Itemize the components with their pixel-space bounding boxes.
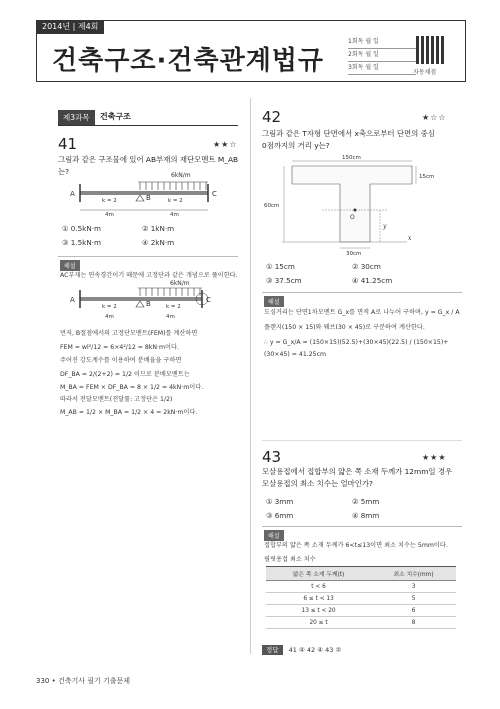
svg-text:4m: 4m [166, 314, 175, 320]
hint-line: ∴ y = G_x/A = (150×15)(52.5)+(30×45)(22.5) / (150×15)+(30×45) = 41.25cm [264, 339, 449, 358]
round-1: 1회독 월 일 [348, 36, 416, 49]
hint-tag: 해설 [264, 296, 284, 307]
option-3[interactable]: ③ 6mm [266, 511, 294, 520]
option-4[interactable]: ④ 8mm [352, 511, 380, 520]
svg-text:B: B [146, 300, 151, 308]
option-4[interactable]: ④ 2kN·m [142, 238, 175, 247]
hint-text [264, 307, 464, 360]
section-rule [262, 440, 462, 441]
question-line: 그림과 같은 T자형 단면에서 x축으로부터 단면의 중심 [262, 129, 435, 138]
table-row: 20 ≤ t 8 [266, 617, 456, 629]
difficulty-stars: ★★☆ [213, 140, 238, 149]
svg-text:y: y [383, 223, 387, 230]
answer-key [262, 645, 341, 654]
solution-line: 따라서 전달모멘트(전달률: 고정단은 1/2) [60, 395, 173, 403]
qr-label: 자동채점 [413, 69, 437, 76]
option-4[interactable]: ④ 41.25cm [352, 276, 393, 285]
centroid-point [354, 209, 357, 212]
hint-rule [262, 292, 462, 293]
svg-text:k = 2: k = 2 [102, 304, 117, 310]
svg-text:150cm: 150cm [342, 155, 361, 161]
solution-steps [60, 328, 245, 419]
round-3: 3회독 월 일 [348, 62, 416, 75]
table-row: t < 6 3 [266, 581, 456, 593]
option-2[interactable]: ② 5mm [352, 497, 380, 506]
option-1[interactable]: ① 0.5kN·m [62, 224, 101, 233]
stiffness-2: k = 2 [168, 198, 183, 204]
hint-line: 필릿용접 최소 치수 [264, 555, 316, 563]
qr-code-icon[interactable] [416, 36, 444, 64]
exam-tag: 2014년 | 제4회 [36, 20, 104, 34]
answer-tag: 정답 [262, 645, 283, 655]
subject-name: 건축구조 [100, 112, 131, 121]
hint-text [264, 540, 464, 565]
load-label: 6kN/m [171, 172, 191, 179]
question-line: 모살용접에서 접합부의 얇은 쪽 소재 두께가 12mm일 경우 [262, 467, 453, 476]
span-1: 4m [105, 212, 114, 218]
load-arrows [140, 182, 206, 190]
study-rounds [348, 36, 416, 75]
fillet-weld-table [266, 566, 456, 629]
table-header: 얇은 쪽 소재 두께(t) [266, 567, 371, 581]
question-line: 0점까지의 거리 y는? [262, 141, 330, 150]
solution-line: FEM = wl²/12 = 6×4²/12 = 8kN·m이다. [60, 343, 179, 351]
option-3[interactable]: ③ 1.5kN·m [62, 238, 101, 247]
svg-text:60cm: 60cm [264, 203, 280, 209]
page-footer: 330 • 건축기사 필기 기출문제 [36, 677, 131, 685]
table-header: 최소 치수(mm) [371, 567, 456, 581]
t-section-diagram [262, 152, 462, 256]
option-2[interactable]: ② 30cm [352, 262, 381, 271]
round-2: 2회독 월 일 [348, 49, 416, 62]
answer-values: 41 ④ 42 ④ 43 ② [288, 646, 342, 654]
beam-diagram-2 [60, 280, 210, 324]
svg-text:4m: 4m [105, 314, 114, 320]
hint-rule [262, 526, 462, 527]
beam-diagram [60, 166, 240, 218]
svg-text:x: x [408, 235, 412, 242]
hint-tag: 해설 [60, 260, 80, 271]
svg-text:C: C [206, 296, 211, 304]
solution-line: 먼저, B절점에서의 고정단모멘트(FEM)를 계산하면 [60, 330, 198, 337]
label-b: B [146, 194, 151, 202]
subject-tag: 제3과목 [58, 110, 95, 125]
page-title: 건축구조·건축관계법규 [52, 46, 325, 76]
option-1[interactable]: ① 3mm [266, 497, 294, 506]
span-2: 4m [170, 212, 179, 218]
question-text [262, 466, 467, 490]
table-row: 6 ≤ t < 13 5 [266, 593, 456, 605]
option-1[interactable]: ① 15cm [266, 262, 295, 271]
hint-line: 접합부의 얇은 쪽 소재 두께가 6<t≤13이면 최소 치수는 5mm이다. [264, 542, 448, 549]
svg-text:k = 2: k = 2 [166, 304, 181, 310]
label-c: C [212, 190, 217, 198]
hint-tag: 해설 [264, 530, 284, 541]
subject-rule [58, 125, 238, 126]
question-number: 43 [262, 448, 282, 466]
svg-text:A: A [70, 296, 75, 304]
svg-text:30cm: 30cm [346, 251, 362, 257]
beam [80, 191, 208, 195]
question-text [262, 128, 462, 152]
option-3[interactable]: ③ 37.5cm [266, 276, 302, 285]
table-row: 13 ≤ t < 20 6 [266, 605, 456, 617]
difficulty-stars: ★★★ [422, 453, 447, 462]
question-number: 41 [58, 135, 78, 153]
column-divider [250, 98, 251, 654]
pin-support-b [136, 195, 144, 201]
svg-text:O: O [350, 214, 355, 221]
solution-line: M_AB = 1/2 × M_BA = 1/2 × 4 = 2kN·m이다. [60, 409, 198, 416]
label-a: A [70, 190, 75, 198]
stiffness-1: k = 2 [102, 198, 117, 204]
hint-text: AC부재는 연속경간이기 때문에 고정단과 같은 개념으로 풀이한다. [60, 272, 238, 279]
question-line: 모살용접의 최소 치수는 얼마인가? [262, 479, 373, 488]
solution-line: 주어진 강도계수를 이용하여 분배율을 구하면 [60, 357, 182, 364]
difficulty-stars: ★☆☆ [422, 113, 447, 122]
option-2[interactable]: ② 1kN·m [142, 224, 175, 233]
question-text: 그림과 같은 구조물에 있어 AB부재의 재단모멘트 M_AB는? [58, 155, 239, 176]
hint-line: 도심거리는 단면1차모멘트 G_x를 면적 A로 나누어 구하며, y = G_x / A [264, 309, 460, 316]
svg-text:6kN/m: 6kN/m [170, 280, 190, 287]
hint-rule [58, 256, 238, 257]
hint-line: 플랜지(150 × 15)와 웨브(30 × 45)로 구분하여 계산한다. [264, 323, 425, 331]
question-number: 42 [262, 108, 282, 126]
svg-text:15cm: 15cm [419, 174, 435, 180]
solution-line: DF_BA = 2/(2+2) = 1/2 이므로 분배모멘트는 [60, 370, 190, 378]
solution-line: M_BA = FEM × DF_BA = 8 × 1/2 = 4kN·m이다. [60, 384, 204, 391]
